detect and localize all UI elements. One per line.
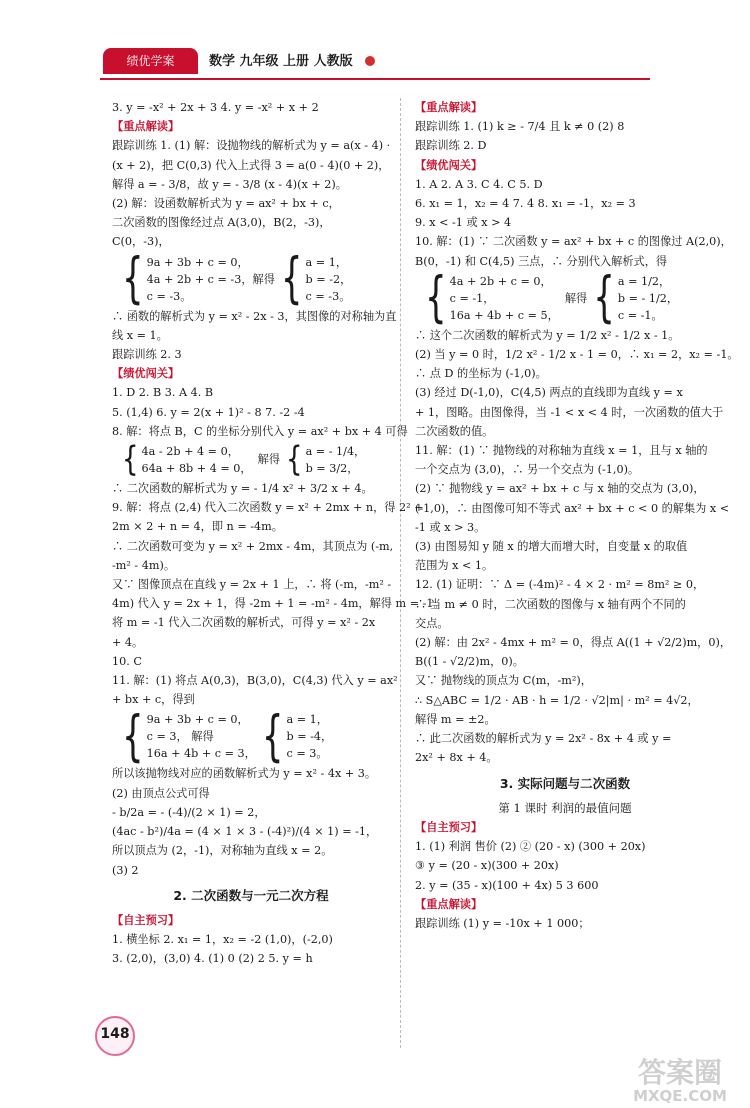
text-line: 5. (1,4) 6. y = 2(x + 1)² - 8 7. -2 -4	[112, 405, 305, 419]
text-line: 10. C	[112, 654, 142, 668]
equation: b = -4，	[286, 730, 333, 744]
equation: a = 1，	[305, 255, 348, 269]
solve-label: 解得	[564, 291, 588, 305]
text-line: + 4。	[112, 635, 144, 649]
equation-system	[425, 266, 715, 331]
equation: 9a + 3b + c = 0，	[146, 255, 249, 269]
text-line: ∴ 这个二次函数的解析式为 y = 1/2 x² - 1/2 x - 1。	[415, 328, 680, 342]
text-line: ∴ 当 m ≠ 0 时，二次函数的图像与 x 轴有两个不同的	[415, 597, 686, 611]
equation: 9a + 3b + c = 0，	[146, 713, 249, 727]
text-line: (2) ∵ 抛物线 y = ax² + bx + c 与 x 轴的交点为 (3,0)，	[415, 482, 705, 496]
brace-icon: {	[286, 440, 303, 480]
text-line: 8. 解：将点 B，C 的坐标分别代入 y = ax² + bx + 4 可得	[112, 424, 408, 438]
text-line: (3) 2	[112, 863, 139, 877]
text-line: 范围为 x < 1。	[415, 559, 494, 573]
brace-icon: {	[122, 247, 144, 312]
text-line: (-1,0)，∴ 由图像可知不等式 ax² + bx + c < 0 的解集为 x <	[415, 501, 730, 515]
text-line: 1. D 2. B 3. A 4. B	[112, 386, 214, 400]
equation: 64a + 8b + 4 = 0，	[141, 462, 252, 476]
text-line: 11. 解：(1) ∵ 抛物线的对称轴为直线 x = 1，且与 x 轴的	[415, 444, 708, 458]
text-line: ∴ 点 D 的坐标为 (-1,0)。	[415, 367, 547, 381]
equation: c = 3。	[286, 747, 328, 761]
text-line: 将 m = -1 代入二次函数的解析式，可得 y = x² - 2x	[112, 616, 376, 630]
text-line: + bx + c，得到	[112, 693, 195, 707]
equation: b = -2，	[305, 272, 352, 286]
text-line: ∴ 函数的解析式为 y = x² - 2x - 3，其图像的对称轴为直	[112, 309, 397, 323]
text-line: 二次函数的值。	[415, 424, 494, 438]
text-line: 解得 a = - 3/8，故 y = - 3/8 (x - 4)(x + 2)。	[112, 177, 347, 191]
column-divider	[400, 98, 401, 1048]
text-line: 3. y = -x² + 2x + 3 4. y = -x² + x + 2	[112, 101, 319, 114]
section-heading: 【重点解读】	[415, 101, 483, 114]
text-line: -1 或 x > 3。	[415, 520, 486, 534]
equation: c = -1，	[449, 291, 495, 305]
section-heading: 【自主预习】	[415, 820, 483, 834]
brace-icon: {	[280, 247, 303, 312]
header-dot-icon	[365, 56, 375, 66]
text-line: 跟踪训练 (1) y = -10x + 1 000；	[415, 916, 590, 930]
text-line: 解得 m = ±2。	[415, 712, 496, 726]
equation-system	[122, 247, 390, 312]
text-line: ∴ 二次函数可变为 y = x² + 2mx - 4m，其顶点为 (-m,	[112, 539, 394, 553]
text-line: 11. 解：(1) 将点 A(0,3)，B(3,0)，C(4,3) 代入 y = ax²	[112, 674, 398, 688]
equation: c = 3， 解得	[146, 730, 214, 744]
section-heading: 【绩优闯关】	[415, 158, 483, 172]
text-line: 交点。	[415, 616, 449, 630]
text-line: 所以该抛物线对应的函数解析式为 y = x² - 4x + 3。	[112, 767, 377, 781]
solve-label: 解得	[257, 453, 281, 467]
text-line: ∴ S△ABC = 1/2 · AB · h = 1/2 · √2|m| · m² = 4√2，	[415, 693, 699, 707]
equation: 16a + 4b + c = 3，	[146, 747, 256, 761]
brace-icon: {	[593, 266, 615, 331]
watermark	[615, 1058, 745, 1108]
text-line: (3) 由图易知 y 随 x 的增大而增大时，自变量 x 的取值	[415, 540, 688, 554]
text-line: 12. (1) 证明：∵ Δ = (-4m)² - 4 × 2 · m² = 8m² ≥ 0，	[415, 578, 705, 592]
brace-icon: {	[425, 266, 447, 331]
text-line: 线 x = 1。	[112, 328, 168, 342]
text-line: 3. (2,0)，(3,0) 4. (1) 0 (2) 2 5. y = h	[112, 952, 313, 966]
text-line: 2m × 2 + n = 4，即 n = -4m。	[112, 520, 283, 534]
text-line: (x + 2)，把 C(0,3) 代入上式得 3 = a(0 - 4)(0 + 2)，	[112, 158, 390, 172]
equation: a = 1/2，	[617, 274, 671, 288]
equation: a = - 1/4，	[305, 445, 366, 459]
section-title: 3. 实际问题与二次函数	[499, 775, 631, 791]
section-heading: 【自主预习】	[112, 913, 180, 927]
header-title: 数学 九年级 上册 人教版	[209, 54, 353, 69]
section-heading: 【绩优闯关】	[112, 367, 180, 381]
text-line: ③ y = (20 - x)(300 + 20x)	[415, 859, 559, 873]
equation: 4a - 2b + 4 = 0，	[141, 445, 239, 459]
text-line: (4ac - b²)/4a = (4 × 1 × 3 - (-4)²)/(4 × 1) = -1，	[112, 825, 378, 839]
text-line: 1. A 2. A 3. C 4. C 5. D	[415, 177, 543, 191]
text-line: ∴ 此二次函数的解析式为 y = 2x² - 8x + 4 或 y =	[415, 732, 672, 746]
text-line: B(0，-1) 和 C(4,5) 三点，∴ 分别代入解析式，得	[415, 254, 668, 268]
brand-logo: 绩优学案	[103, 48, 198, 74]
text-line: 所以顶点为 (2，-1)，对称轴为直线 x = 2。	[112, 844, 333, 858]
text-line: -m² - 4m)。	[112, 558, 176, 572]
text-line: 一个交点为 (3,0)，∴ 另一个交点为 (-1,0)。	[415, 463, 640, 477]
text-line: 跟踪训练 2. D	[415, 139, 487, 153]
text-line: (2) 解：由 2x² - 4mx + m² = 0，得点 A((1 + √2/2)m，0)，	[415, 636, 732, 650]
equation: c = -3。	[146, 289, 192, 303]
text-line: 跟踪训练 1. (1) 解：设抛物线的解析式为 y = a(x - 4) ·	[112, 139, 391, 153]
text-line: (2) 当 y = 0 时，1/2 x² - 1/2 x - 1 = 0，∴ x₁ = 2，x₂ = -1。	[415, 348, 739, 362]
page-header	[103, 48, 383, 74]
text-line: 又∵ 图像顶点在直线 y = 2x + 1 上，∴ 将 (-m，-m² -	[112, 578, 392, 592]
page-number: 148	[100, 1026, 130, 1042]
text-line: 9. 解：将点 (2,4) 代入二次函数 y = x² + 2mx + n，得 2² +	[112, 501, 424, 515]
text-line: 又∵ 抛物线的顶点为 C(m，-m²)，	[415, 674, 592, 688]
text-line: (2) 解：设函数解析式为 y = ax² + bx + c，	[112, 197, 340, 211]
brace-icon: {	[122, 440, 139, 480]
text-line: C(0，-3)，	[112, 235, 170, 249]
text-line: (3) 经过 D(-1,0)，C(4,5) 两点的直线即为直线 y = x	[415, 386, 683, 400]
text-line: (2) 由顶点公式可得	[112, 786, 210, 800]
brace-icon: {	[122, 704, 144, 769]
text-line: + 1，图略。由图像得，当 -1 < x < 4 时，一次函数的值大于	[415, 405, 724, 419]
equation: c = -1。	[617, 308, 663, 322]
equation: a = 1，	[286, 713, 328, 727]
section-title: 2. 二次函数与一元二次方程	[173, 887, 329, 903]
equation: 4a + 2b + c = 0，	[449, 274, 552, 288]
equation-system	[122, 440, 390, 480]
watermark-url: MXQE.COM	[633, 1087, 727, 1105]
equation: 4a + 2b + c = -3，解得	[146, 272, 275, 286]
text-line: B((1 - √2/2)m，0)。	[415, 655, 524, 669]
text-line: 1. (1) 利润 售价 (2) ② (20 - x) (300 + 20x)	[415, 840, 646, 854]
section-heading: 【重点解读】	[112, 120, 180, 134]
equation: b = - 1/2，	[617, 291, 679, 305]
text-line: 2. y = (35 - x)(100 + 4x) 5 3 600	[415, 878, 599, 892]
brace-icon: {	[261, 704, 284, 769]
text-line: 二次函数的图像经过点 A(3,0)，B(2，-3)，	[112, 216, 331, 230]
text-line: 跟踪训练 2. 3	[112, 348, 182, 362]
text-line: ∴ 二次函数的解析式为 y = - 1/4 x² + 3/2 x + 4。	[112, 482, 373, 496]
equation: b = 3/2，	[305, 462, 359, 476]
text-line: - b/2a = - (-4)/(2 × 1) = 2，	[112, 805, 266, 819]
equation-system	[122, 704, 390, 769]
text-line: 10. 解：(1) ∵ 二次函数 y = ax² + bx + c 的图像过 A(2,0)，	[415, 235, 732, 249]
text-line: 9. x < -1 或 x > 4	[415, 216, 512, 230]
page-number-badge	[95, 1016, 135, 1056]
header-rule	[100, 78, 650, 80]
text-line: 6. x₁ = 1，x₂ = 4 7. 4 8. x₁ = -1，x₂ = 3	[415, 197, 636, 211]
lesson-subtitle: 第 1 课时 利润的最值问题	[498, 800, 632, 815]
text-line: 2x² + 8x + 4。	[415, 751, 498, 765]
text-line: 4m) 代入 y = 2x + 1，得 -2m + 1 = -m² - 4m，解得 m = -1。	[112, 597, 445, 611]
equation: 16a + 4b + c = 5，	[449, 308, 559, 322]
right-column	[415, 98, 739, 933]
equation: c = -3。	[305, 289, 351, 303]
watermark-text: 答案圈	[637, 1056, 722, 1089]
section-heading: 【重点解读】	[415, 897, 483, 911]
text-line: 1. 横坐标 2. x₁ = 1，x₂ = -2 (1,0)，(-2,0)	[112, 933, 333, 947]
text-line: 跟踪训练 1. (1) k ≥ - 7/4 且 k ≠ 0 (2) 8	[415, 120, 625, 134]
